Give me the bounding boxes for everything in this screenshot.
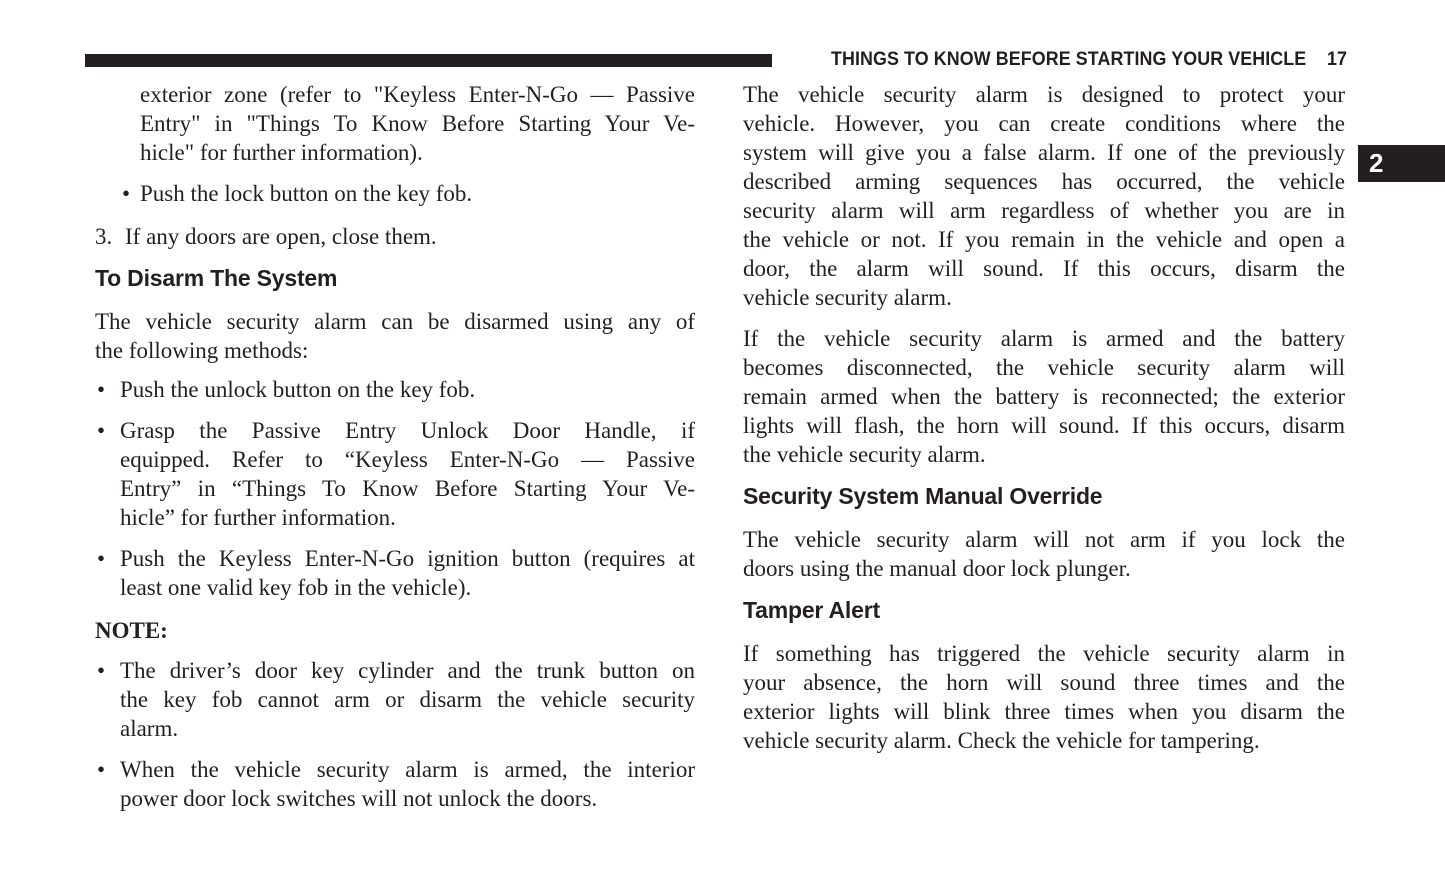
bullet-marker: • — [97, 757, 106, 782]
list-item — [95, 179, 695, 208]
list-item — [95, 416, 695, 532]
list-item-text — [120, 416, 695, 532]
section-tab-number: 2 — [1369, 148, 1384, 178]
list-item-text — [140, 179, 695, 208]
text-line: doors using the manual door lock plunger. — [743, 556, 1131, 581]
text-line: The vehicle security alarm will not arm if you lock the — [743, 527, 1345, 552]
text-line: vehicle security alarm. — [743, 285, 952, 310]
list-item — [95, 755, 695, 813]
continuation-paragraph — [140, 80, 695, 167]
list-item — [95, 656, 695, 743]
section-tab — [1358, 145, 1445, 182]
list-item — [95, 375, 695, 404]
bullet-marker: • — [97, 546, 106, 571]
text-line: exterior zone (refer to "Keyless Enter-N-Go — Passive — [140, 82, 695, 107]
text-line: alarm. — [120, 716, 179, 741]
text-line: power door lock switches will not unlock the doors. — [120, 786, 598, 811]
header-rule-bar — [85, 54, 772, 67]
paragraph — [743, 639, 1345, 755]
paragraph — [743, 525, 1345, 583]
text-line: The driver’s door key cylinder and the trunk button on — [120, 658, 695, 683]
text-line: the key fob cannot arm or disarm the vehicle security — [120, 687, 695, 712]
text-line: the following methods: — [95, 338, 309, 363]
text-line: If any doors are open, close them. — [125, 224, 437, 249]
bullet-marker: • — [97, 418, 106, 443]
numbered-list-item — [95, 222, 695, 251]
list-item — [95, 544, 695, 602]
text-line: system will give you a false alarm. If one of the previously — [743, 140, 1345, 165]
text-line: least one valid key fob in the vehicle). — [120, 575, 472, 600]
running-header-title: THINGS TO KNOW BEFORE STARTING YOUR VEHICLE — [830, 49, 1307, 70]
running-header — [831, 50, 1347, 69]
list-item-text — [120, 755, 695, 813]
text-line: If something has triggered the vehicle security alarm in — [743, 641, 1345, 666]
text-line: door, the alarm will sound. If this occurs, disarm the — [743, 256, 1345, 281]
paragraph — [743, 80, 1345, 312]
text-line: The vehicle security alarm is designed to protect your — [743, 82, 1345, 107]
text-line: Entry” in “Things To Know Before Starting Your Ve- — [120, 476, 695, 501]
section-heading-manual-override: Security System Manual Override — [743, 483, 1103, 509]
text-line: hicle" for further information). — [140, 140, 423, 165]
section-heading-disarm: To Disarm The System — [95, 265, 338, 291]
left-column — [95, 80, 695, 813]
bullet-marker: • — [122, 181, 131, 206]
paragraph — [95, 307, 695, 365]
note-label: NOTE: — [95, 618, 168, 643]
text-line: vehicle. However, you can create conditions where the — [743, 111, 1345, 136]
list-item-text — [120, 544, 695, 602]
text-line: Entry" in "Things To Know Before Starting Your Ve- — [140, 111, 695, 136]
list-number: 3. — [95, 224, 113, 249]
text-line: The vehicle security alarm can be disarmed using any of — [95, 309, 695, 334]
bullet-marker: • — [97, 377, 106, 402]
text-line: When the vehicle security alarm is armed, the interior — [120, 757, 695, 782]
text-line: If the vehicle security alarm is armed and the battery — [743, 326, 1345, 351]
text-line: security alarm will arm regardless of whether you are in — [743, 198, 1345, 223]
list-item-text — [120, 656, 695, 743]
text-line: hicle” for further information. — [120, 505, 396, 530]
text-line: exterior lights will blink three times when you disarm the — [743, 699, 1345, 724]
text-line: Push the unlock button on the key fob. — [120, 377, 476, 402]
text-line: Push the Keyless Enter-N-Go ignition button (requires at — [120, 546, 695, 571]
section-heading-tamper-alert: Tamper Alert — [743, 597, 880, 623]
list-item-text — [125, 222, 695, 251]
list-item-text — [120, 375, 695, 404]
paragraph — [743, 324, 1345, 469]
text-line: remain armed when the battery is reconnected; the exterior — [743, 384, 1345, 409]
page-number: 17 — [1326, 49, 1347, 70]
text-line: becomes disconnected, the vehicle security alarm will — [743, 355, 1345, 380]
text-line: described arming sequences has occurred, the vehicle — [743, 169, 1345, 194]
text-line: equipped. Refer to “Keyless Enter-N-Go — Passive — [120, 447, 695, 472]
text-line: your absence, the horn will sound three times and the — [743, 670, 1345, 695]
text-line: Grasp the Passive Entry Unlock Door Handle, if — [120, 418, 695, 443]
right-column — [743, 80, 1345, 755]
text-line: lights will flash, the horn will sound. If this occurs, disarm — [743, 413, 1345, 438]
text-line: vehicle security alarm. Check the vehicle for tampering. — [743, 728, 1260, 753]
text-line: the vehicle or not. If you remain in the vehicle and open a — [743, 227, 1345, 252]
text-line: Push the lock button on the key fob. — [140, 181, 473, 206]
bullet-marker: • — [97, 658, 106, 683]
text-line: the vehicle security alarm. — [743, 442, 986, 467]
